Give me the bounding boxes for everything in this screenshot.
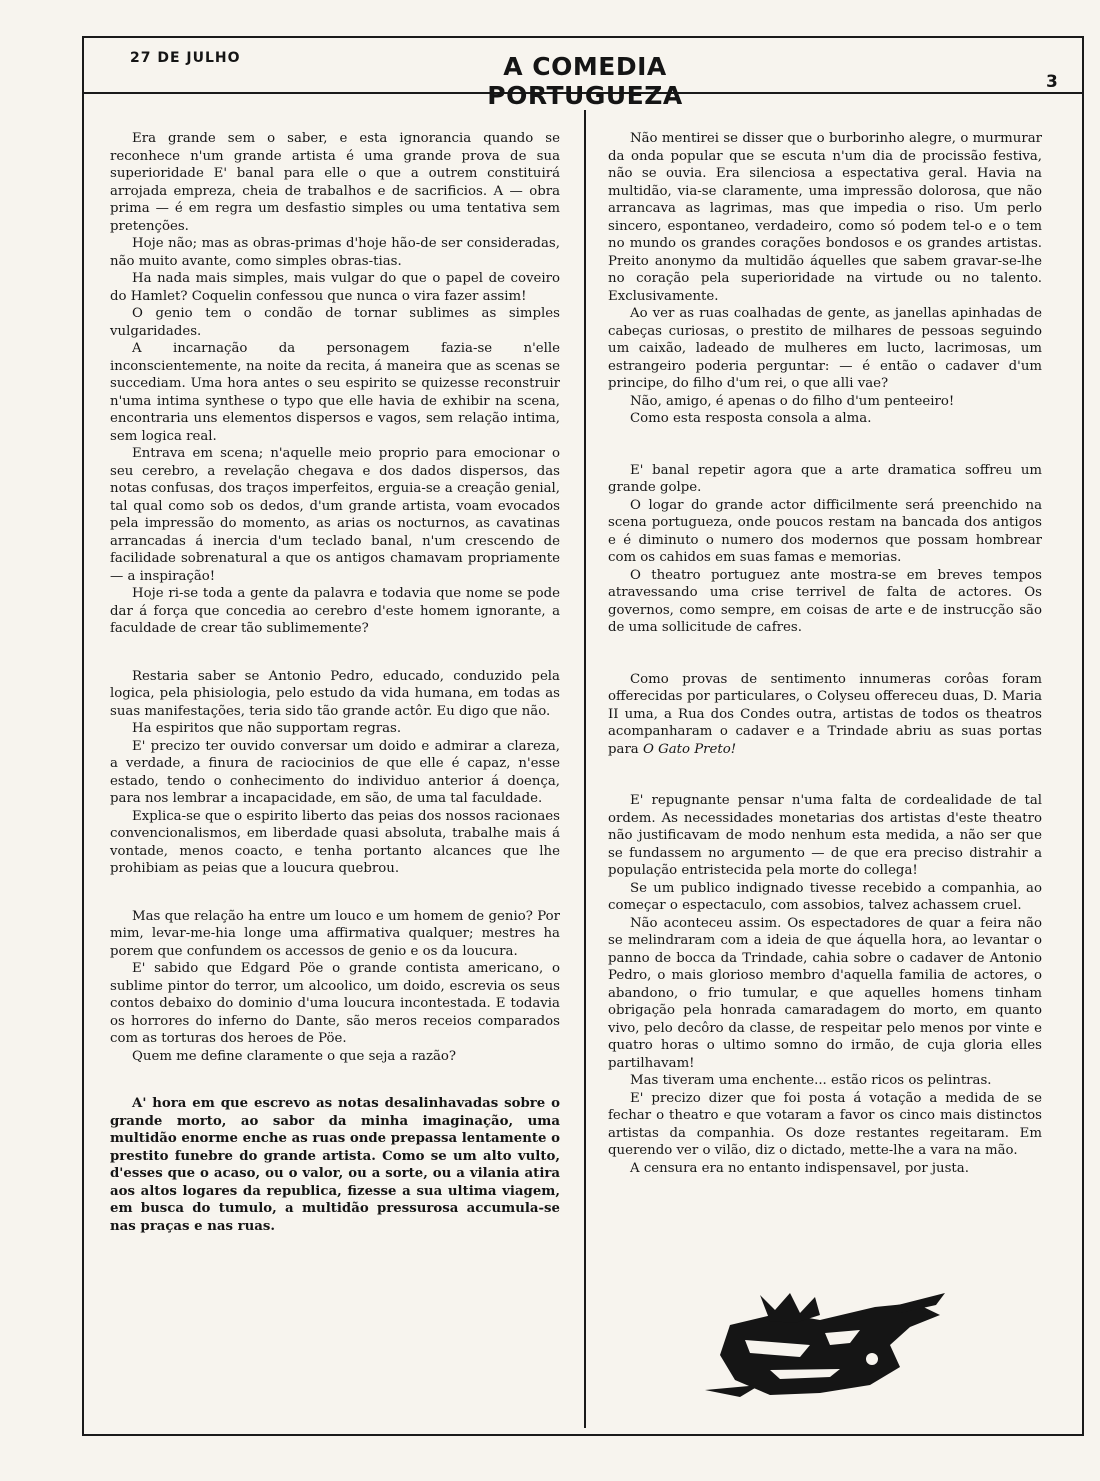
paragraph: Não aconteceu assim. Os espectadores de quar a feira não se melindraram com a ideia de que áquella hora, ao levantar o panno de bocca da Trindade, cahia sobre o cadaver de Antonio Pedro, o mais glorioso membro d'aquella familia de actores, o abandono, o frio tumular, e que aquelles homens tinham obrigação pela honrada camaradagem do morto, em quanto vivo, pelo decôro da classe, de respeitar pelo menos por vinte e quatro horas o ultimo somno do irmão, de cuja gloria elles partilhavam! <box>608 915 1042 1071</box>
column-divider <box>584 110 586 1428</box>
paragraph: Se um publico indignado tivesse recebido a companhia, ao começar o espectaculo, com assobios, talvez achassem cruel. <box>608 880 1042 913</box>
paragraph: A' hora em que escrevo as notas desalinhavadas sobre o grande morto, ao sabor da minha imaginação, uma multidão enorme enche as ruas onde prepassa lentamente o prestito funebre do grande artista. Como se um alto vulto, d'esses que o acaso, ou o valor, ou a sorte, ou a vilania atira aos altos logares da republica, fizesse a sua ultima viagem, em busca do tumulo, a multidão pressurosa accumula-se nas praças e nas ruas. <box>110 1096 560 1234</box>
newspaper-title: A COMEDIA PORTUGUEZA <box>487 52 683 110</box>
paragraph: Entrava em scena; n'aquelle meio proprio para emocionar o seu cerebro, a revelação chegava e dos dados dispersos, das notas confusas, dos traços imperfeitos, erguia-se a creação genial, tal qual como sob os dedos, d'um grande artista, voam evocados pela impressão do momento, as arias os nocturnos, as cavatinas arrancadas á inercia d'um teclado banal, n'um crescendo de facilidade sobrenatural a que os antigos chamavam propriamente — a inspiração! <box>110 446 560 584</box>
paragraph-text: Como provas de sentimento innumeras corôas foram offerecidas por particulares, o Colyseu offereceu duas, D. Maria II uma, a Rua dos Condes outra, artistas de todos os theatros acompanharam o cadaver e a Trindade abriu as suas portas para <box>608 671 1042 757</box>
issue-date: 27 DE JULHO <box>130 50 241 66</box>
paragraph: A censura era no entanto indispensavel, por justa. <box>630 1160 969 1176</box>
paragraph: E' repugnante pensar n'uma falta de cordealidade de tal ordem. As necessidades monetarias dos artistas d'este theatro não justificavam de modo nenhum esta medida, a não ser que se fundassem no argumento — de que era preciso distrahir a população entristecida pela morte do collega! <box>608 793 1042 878</box>
paragraph: O genio tem o condão de tornar sublimes as simples vulgaridades. <box>110 306 560 339</box>
paragraph: Como esta resposta consola a alma. <box>630 411 872 426</box>
paragraph: Hoje não; mas as obras-primas d'hoje hão-de ser consideradas, não muito avante, como simples obras-tias. <box>110 236 560 269</box>
paragraph: A incarnação da personagem fazia-se n'elle inconscientemente, na noite da recita, á maneira que as scenas se succediam. Uma hora antes o seu espirito se quizesse reconstruir n'uma intima synthese o typo que elle havia de exhibir na scena, encontraria uns elementos dispersos e vagos, sem relação intima, sem logica real. <box>110 341 560 444</box>
paragraph: Ha nada mais simples, mais vulgar do que o papel de coveiro do Hamlet? Coquelin confessou que nunca o vira fazer assim! <box>110 271 560 304</box>
paragraph <box>608 671 1042 759</box>
paragraph: Ha espiritos que não supportam regras. <box>132 721 402 736</box>
paragraph: Restaria saber se Antonio Pedro, educado, conduzido pela logica, pela phisiologia, pelo estudo da vida humana, em todas as suas manifestações, teria sido tão grande actôr. Eu digo que não. <box>110 668 560 719</box>
paragraph: Era grande sem o saber, e esta ignorancia quando se reconhece n'um grande artista é uma grande prova de sua superioridade E' banal para elle o que a outrem constituirá arrojada empreza, cheia de trabalhos e de sacrificios. A — obra prima — é em regra um desfastio simples ou uma tentativa sem pretenções. <box>110 131 560 234</box>
paragraph: Mas tiveram uma enchente... estão ricos os pelintras. <box>630 1073 992 1088</box>
paragraph: O theatro portuguez ante mostra-se em breves tempos atravessando uma crise terrivel de falta de actores. Os governos, como sempre, em coisas de arte e de instrucção são de uma sollicitude de cafres. <box>608 567 1042 635</box>
page-number: 3 <box>1046 72 1058 92</box>
paragraph: O logar do grande actor difficilmente será preenchido na scena portugueza, onde poucos restam na bancada dos antigos e é diminuto o numero dos modernos que possam hombrear com os cahidos em suas famas e memorias. <box>608 497 1042 565</box>
paragraph: Hoje ri-se toda a gente da palavra e todavia que nome se pode dar á força que concedia ao cerebro d'este homem ignorante, a faculdade de crear tão sublimemente? <box>110 586 560 636</box>
woodcut-illustration <box>700 1285 950 1400</box>
paragraph: Ao ver as ruas coalhadas de gente, as janellas apinhadas de cabeças curiosas, o prestito de milhares de pessoas seguindo um caixão, ladeado de mulheres em lucto, lacrimosas, um estrangeiro poderia perguntar: — é então o cadaver d'um principe, do filho d'um rei, o que alli vae? <box>608 306 1042 391</box>
left-column <box>110 130 560 1235</box>
paragraph: E' banal repetir agora que a arte dramatica soffreu um grande golpe. <box>608 462 1042 495</box>
paragraph: Não, amigo, é apenas o do filho d'um penteeiro! <box>630 393 955 409</box>
paragraph: Quem me define claramente o que seja a razão? <box>132 1048 457 1064</box>
paragraph: E' precizo dizer que foi posta á votação a medida de se fechar o theatro e que votaram a favor os cinco mais distinctos artistas da companhia. Os doze restantes regeitaram. Em querendo ver o vilão, diz o dictado, mette-lhe a vara na mão. <box>608 1090 1042 1158</box>
paragraph: Não mentirei se disser que o burborinho alegre, o murmurar da onda popular que se escuta n'um dia de procissão festiva, não se ouvia. Era silenciosa a espectativa geral. Havia na multidão, via-se claramente, uma impressão dolorosa, que não arrancava as lagrimas, mas que impedia o riso. Um perlo sincero, espontaneo, verdadeiro, como só podem tel-o e o tem no mundo os grandes corações bondosos e os grandes artistas. Preito anonymo da multidão áquelles que sabem gravar-se-lhe no coração pela superioridade na virtude ou no talento. Exclusivamente. <box>608 131 1042 304</box>
paragraph: Mas que relação ha entre um louco e um homem de genio? Por mim, levar-me-hia longe uma affirmativa qualquer; mestres ha porem que confundem os accessos de genio e os da loucura. <box>110 908 560 959</box>
paragraph: E' sabido que Edgard Pöe o grande contista americano, o sublime pintor do terror, um alcoolico, um doido, escrevia os seus contos debaixo do dominio d'uma loucura incontestada. E todavia os horrores do inferno do Dante, são meros receios comparados com as torturas dos heroes de Pöe. <box>110 961 560 1046</box>
paragraph: Explica-se que o espirito liberto das peias dos nossos racionaes convencionalismos, em liberdade quasi absoluta, trabalhe mais á vontade, menos coacto, e tenha portanto alcances que lhe prohibiam as peias que a loucura quebrou. <box>110 808 560 876</box>
play-title: O Gato Preto! <box>642 741 737 757</box>
right-column <box>608 130 1042 1177</box>
paragraph: E' precizo ter ouvido conversar um doido e admirar a clareza, a verdade, a finura de raciocinios de que elle é capaz, n'esse estado, tendo o conhecimento do individuo anterior á doença, para nos lembrar a incapacidade, em são, de uma tal faculdade. <box>110 738 560 806</box>
